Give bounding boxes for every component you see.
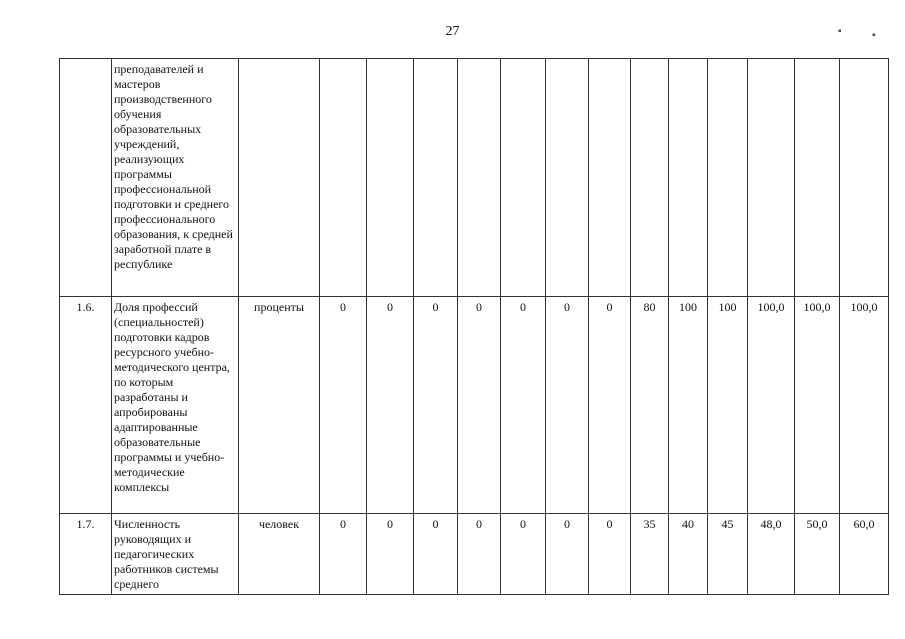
row-number: 1.6. (60, 297, 112, 514)
table-row (60, 514, 889, 595)
row-number: 1.7. (60, 514, 112, 595)
row-number (60, 59, 112, 297)
indicator-description: Численность руководящих и педагогических работников системы среднего (112, 514, 239, 595)
scan-speck: ▪ (872, 30, 876, 41)
value-cell: 0 (414, 297, 458, 514)
unit-cell: проценты (239, 297, 320, 514)
value-cell: 100 (708, 297, 748, 514)
value-cell: 100,0 (840, 297, 889, 514)
value-cell (708, 59, 748, 297)
value-cell: 48,0 (748, 514, 795, 595)
value-cell: 0 (414, 514, 458, 595)
value-cell: 0 (546, 514, 589, 595)
value-cell: 0 (589, 514, 631, 595)
unit-cell (239, 59, 320, 297)
value-cell: 45 (708, 514, 748, 595)
value-cell: 0 (458, 514, 501, 595)
indicators-table (59, 58, 889, 595)
value-cell: 0 (367, 297, 414, 514)
value-cell: 40 (669, 514, 708, 595)
unit-cell: человек (239, 514, 320, 595)
indicator-description: преподавателей и мастеров производственного обучения образовательных учреждений, реализующих программы профессиональной подготовки и среднего профессионального образования, к средней заработной плате в республике (112, 59, 239, 297)
value-cell: 0 (367, 514, 414, 595)
value-cell: 35 (631, 514, 669, 595)
value-cell: 100,0 (748, 297, 795, 514)
scan-speck: ▪ (838, 26, 842, 37)
value-cell (669, 59, 708, 297)
value-cell (367, 59, 414, 297)
value-cell: 100,0 (795, 297, 840, 514)
value-cell (458, 59, 501, 297)
value-cell: 0 (546, 297, 589, 514)
value-cell (748, 59, 795, 297)
value-cell: 50,0 (795, 514, 840, 595)
value-cell (631, 59, 669, 297)
value-cell: 60,0 (840, 514, 889, 595)
value-cell (795, 59, 840, 297)
value-cell: 0 (320, 514, 367, 595)
value-cell: 0 (501, 297, 546, 514)
indicator-description: Доля профессий (специальностей) подготовки кадров ресурсного учебно-методического центра, по которым разработаны и апробированы адаптированные образовательные программы и учебно-методические комплексы (112, 297, 239, 514)
value-cell (414, 59, 458, 297)
table-row (60, 297, 889, 514)
value-cell (840, 59, 889, 297)
value-cell: 0 (320, 297, 367, 514)
value-cell (501, 59, 546, 297)
value-cell: 100 (669, 297, 708, 514)
value-cell (589, 59, 631, 297)
page-number: 27 (445, 24, 460, 39)
value-cell: 0 (589, 297, 631, 514)
value-cell: 80 (631, 297, 669, 514)
value-cell (546, 59, 589, 297)
value-cell: 0 (501, 514, 546, 595)
value-cell: 0 (458, 297, 501, 514)
table-row (60, 59, 889, 297)
value-cell (320, 59, 367, 297)
